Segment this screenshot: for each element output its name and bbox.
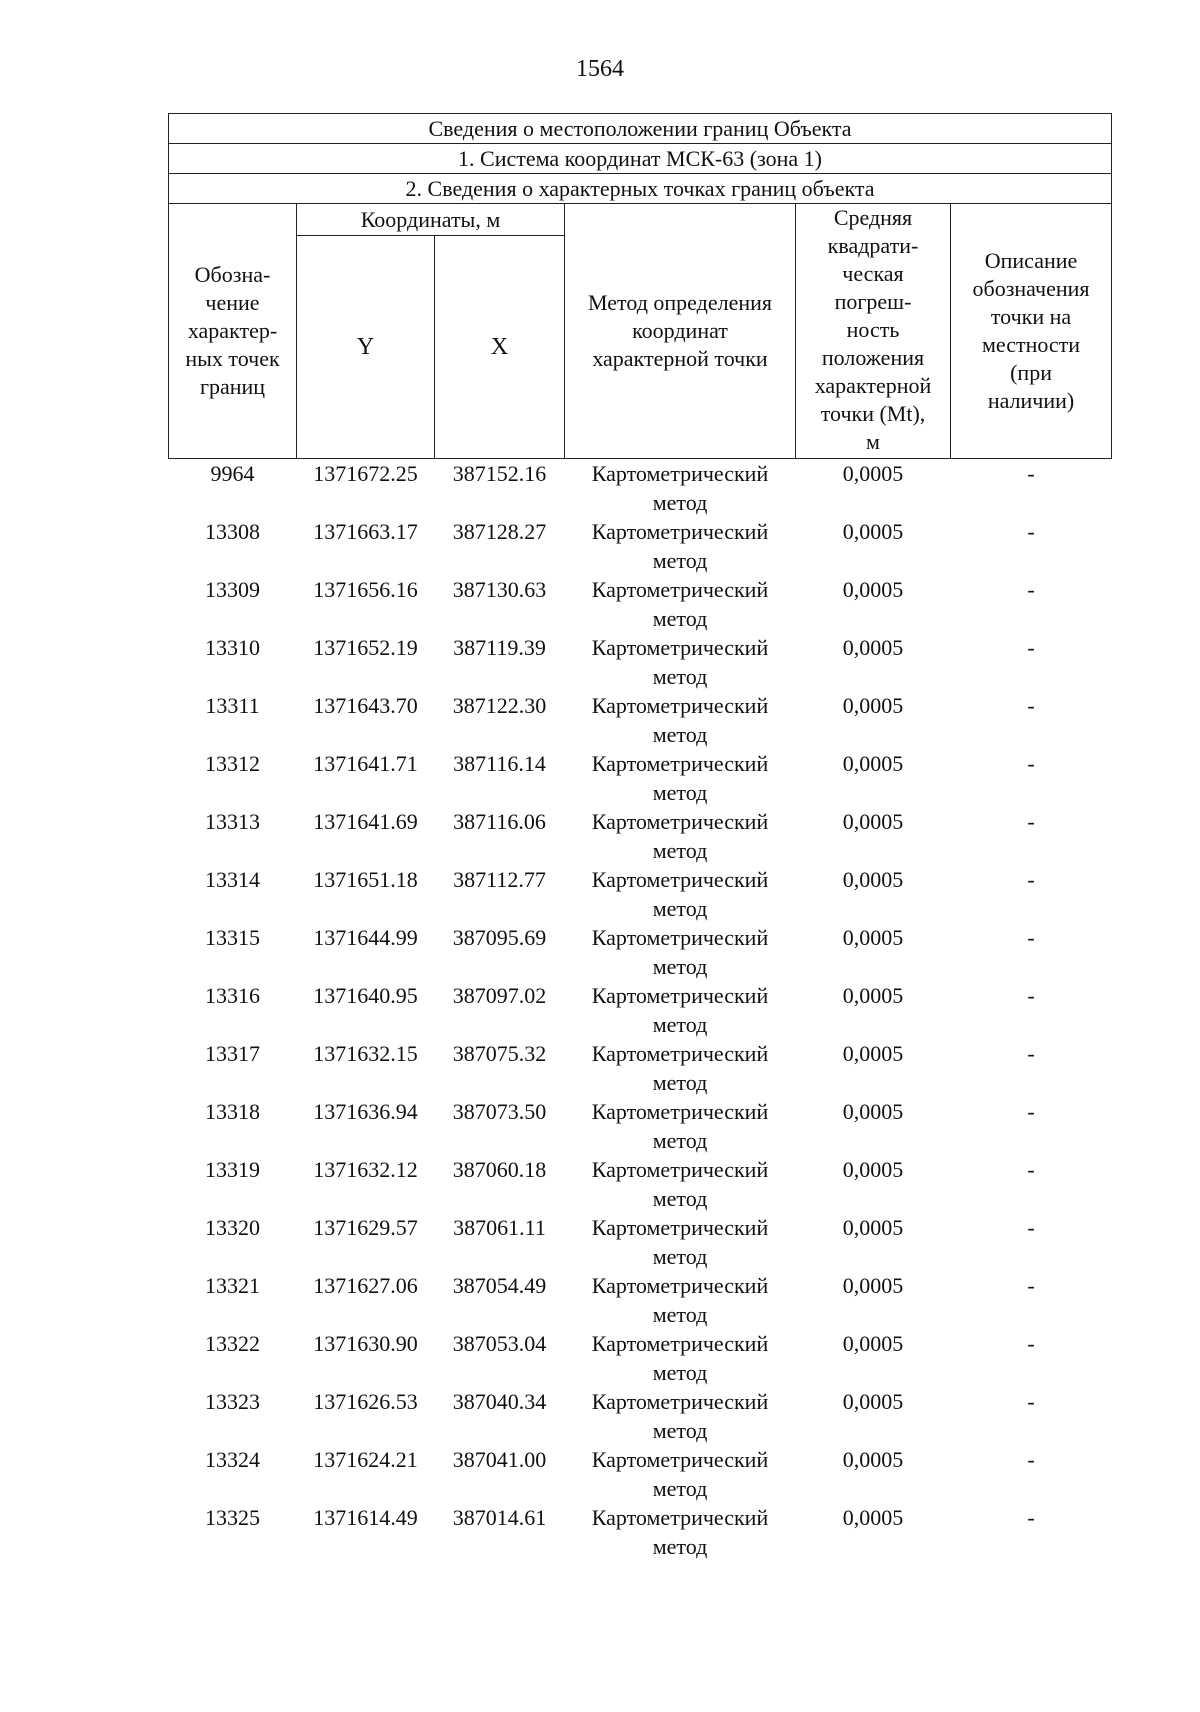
cell-point-id: 13311 <box>205 693 260 718</box>
header-description: Описание обозначения точки на местности (при наличии) <box>951 204 1112 459</box>
table-row <box>169 1213 1112 1271</box>
cell-y: 1371656.16 <box>313 577 418 602</box>
cell-y: 1371640.95 <box>313 983 418 1008</box>
cell-x: 387073.50 <box>452 1099 547 1124</box>
cell-point-id: 9964 <box>210 461 255 486</box>
cell-point-id: 13322 <box>205 1331 260 1356</box>
cell-y: 1371651.18 <box>313 867 418 892</box>
cell-method: Картометрический метод <box>591 925 769 979</box>
cell-point-id: 13317 <box>205 1041 260 1066</box>
cell-error: 0,0005 <box>842 577 904 602</box>
cell-error: 0,0005 <box>842 809 904 834</box>
cell-y: 1371636.94 <box>313 1099 418 1124</box>
cell-x: 387119.39 <box>453 635 546 660</box>
cell-method: Картометрический метод <box>591 1447 769 1501</box>
cell-description: - <box>1027 1041 1035 1066</box>
cell-x: 387112.77 <box>453 867 546 892</box>
table-row <box>169 981 1112 1039</box>
cell-error: 0,0005 <box>842 925 904 950</box>
cell-y: 1371624.21 <box>313 1447 418 1472</box>
cell-description: - <box>1027 519 1035 544</box>
table-title-points: 2. Сведения о характерных точках границ объекта <box>169 174 1112 204</box>
table-title-coordinate-system: 1. Система координат МСК-63 (зона 1) <box>169 144 1112 174</box>
table-body <box>169 459 1112 1562</box>
cell-method: Картометрический метод <box>591 1099 769 1153</box>
cell-point-id: 13315 <box>205 925 260 950</box>
cell-error: 0,0005 <box>842 1273 904 1298</box>
table-row <box>169 633 1112 691</box>
table-row <box>169 517 1112 575</box>
cell-x: 387054.49 <box>452 1273 547 1298</box>
cell-error: 0,0005 <box>842 751 904 776</box>
cell-error: 0,0005 <box>842 1447 904 1472</box>
cell-point-id: 13325 <box>205 1505 260 1530</box>
cell-y: 1371630.90 <box>313 1331 418 1356</box>
cell-error: 0,0005 <box>842 461 904 486</box>
cell-description: - <box>1027 1099 1035 1124</box>
cell-error: 0,0005 <box>842 1331 904 1356</box>
table-row <box>169 1097 1112 1155</box>
cell-y: 1371663.17 <box>313 519 418 544</box>
cell-point-id: 13323 <box>205 1389 260 1414</box>
cell-x: 387097.02 <box>452 983 547 1008</box>
cell-y: 1371632.12 <box>313 1157 418 1182</box>
cell-description: - <box>1027 635 1035 660</box>
cell-point-id: 13313 <box>205 809 260 834</box>
cell-method: Картометрический метод <box>591 1273 769 1327</box>
cell-method: Картометрический метод <box>591 1331 769 1385</box>
cell-y: 1371614.49 <box>313 1505 418 1530</box>
boundary-points-table <box>168 113 1112 1561</box>
table-row <box>169 865 1112 923</box>
cell-description: - <box>1027 1215 1035 1240</box>
cell-point-id: 13318 <box>205 1099 260 1124</box>
cell-point-id: 13312 <box>205 751 260 776</box>
cell-description: - <box>1027 1157 1035 1182</box>
cell-error: 0,0005 <box>842 519 904 544</box>
cell-error: 0,0005 <box>842 635 904 660</box>
cell-description: - <box>1027 577 1035 602</box>
cell-description: - <box>1027 751 1035 776</box>
cell-x: 387152.16 <box>452 461 547 486</box>
cell-y: 1371627.06 <box>313 1273 418 1298</box>
cell-method: Картометрический метод <box>591 751 769 805</box>
cell-error: 0,0005 <box>842 1099 904 1124</box>
cell-error: 0,0005 <box>842 693 904 718</box>
cell-method: Картометрический метод <box>591 461 769 515</box>
cell-y: 1371672.25 <box>313 461 418 486</box>
cell-description: - <box>1027 809 1035 834</box>
cell-x: 387053.04 <box>452 1331 547 1356</box>
header-method: Метод определения координат характерной точки <box>565 204 796 459</box>
cell-method: Картометрический метод <box>591 1157 769 1211</box>
cell-y: 1371626.53 <box>313 1389 418 1414</box>
cell-description: - <box>1027 1389 1035 1414</box>
cell-description: - <box>1027 1331 1035 1356</box>
table-row <box>169 575 1112 633</box>
cell-point-id: 13314 <box>205 867 260 892</box>
cell-x: 387128.27 <box>452 519 547 544</box>
cell-point-id: 13310 <box>205 635 260 660</box>
cell-error: 0,0005 <box>842 1215 904 1240</box>
cell-method: Картометрический метод <box>591 867 769 921</box>
cell-method: Картометрический метод <box>591 577 769 631</box>
table-row <box>169 1329 1112 1387</box>
cell-point-id: 13309 <box>205 577 260 602</box>
cell-error: 0,0005 <box>842 1505 904 1530</box>
cell-x: 387122.30 <box>452 693 547 718</box>
cell-point-id: 13321 <box>205 1273 260 1298</box>
cell-y: 1371641.71 <box>313 751 418 776</box>
cell-description: - <box>1027 983 1035 1008</box>
cell-method: Картометрический метод <box>591 809 769 863</box>
cell-y: 1371632.15 <box>313 1041 418 1066</box>
table-title-location: Сведения о местоположении границ Объекта <box>169 114 1112 144</box>
header-y: Y <box>297 236 435 459</box>
cell-description: - <box>1027 1505 1035 1530</box>
cell-description: - <box>1027 867 1035 892</box>
cell-y: 1371641.69 <box>313 809 418 834</box>
cell-x: 387060.18 <box>452 1157 547 1182</box>
header-point-id: Обозна- чение характер- ных точек границ <box>169 204 297 459</box>
cell-y: 1371643.70 <box>313 693 418 718</box>
cell-point-id: 13324 <box>205 1447 260 1472</box>
cell-description: - <box>1027 1273 1035 1298</box>
cell-x: 387040.34 <box>452 1389 547 1414</box>
page-number: 1564 <box>576 56 624 82</box>
cell-point-id: 13308 <box>205 519 260 544</box>
cell-error: 0,0005 <box>842 1389 904 1414</box>
cell-x: 387041.00 <box>452 1447 547 1472</box>
cell-y: 1371652.19 <box>313 635 418 660</box>
cell-error: 0,0005 <box>842 1157 904 1182</box>
cell-description: - <box>1027 1447 1035 1472</box>
cell-error: 0,0005 <box>842 1041 904 1066</box>
cell-point-id: 13319 <box>205 1157 260 1182</box>
cell-x: 387014.61 <box>452 1505 547 1530</box>
cell-point-id: 13320 <box>205 1215 260 1240</box>
table-row <box>169 807 1112 865</box>
cell-method: Картометрический метод <box>591 1215 769 1269</box>
cell-x: 387075.32 <box>452 1041 547 1066</box>
cell-description: - <box>1027 461 1035 486</box>
cell-x: 387095.69 <box>452 925 547 950</box>
cell-x: 387061.11 <box>453 1215 546 1240</box>
cell-x: 387116.14 <box>453 751 546 776</box>
table-row <box>169 1039 1112 1097</box>
header-x: X <box>435 236 565 459</box>
table-row <box>169 1445 1112 1503</box>
table-row <box>169 749 1112 807</box>
cell-method: Картометрический метод <box>591 519 769 573</box>
table-row <box>169 1271 1112 1329</box>
cell-method: Картометрический метод <box>591 1389 769 1443</box>
cell-error: 0,0005 <box>842 867 904 892</box>
cell-description: - <box>1027 925 1035 950</box>
cell-method: Картометрический метод <box>591 1505 769 1559</box>
cell-x: 387130.63 <box>452 577 547 602</box>
cell-description: - <box>1027 693 1035 718</box>
table-row <box>169 691 1112 749</box>
table-row <box>169 923 1112 981</box>
cell-point-id: 13316 <box>205 983 260 1008</box>
header-error: Средняя квадрати- ческая погреш- ность положения характерной точки (Mt), м <box>796 204 951 459</box>
cell-error: 0,0005 <box>842 983 904 1008</box>
table-row <box>169 1503 1112 1561</box>
table-row <box>169 1387 1112 1445</box>
cell-x: 387116.06 <box>453 809 546 834</box>
cell-method: Картометрический метод <box>591 1041 769 1095</box>
table-row <box>169 459 1112 518</box>
table-row <box>169 1155 1112 1213</box>
cell-y: 1371629.57 <box>313 1215 418 1240</box>
table-header <box>169 114 1112 459</box>
header-coordinates: Координаты, м <box>297 204 565 236</box>
cell-method: Картометрический метод <box>591 693 769 747</box>
cell-method: Картометрический метод <box>591 635 769 689</box>
cell-y: 1371644.99 <box>313 925 418 950</box>
cell-method: Картометрический метод <box>591 983 769 1037</box>
